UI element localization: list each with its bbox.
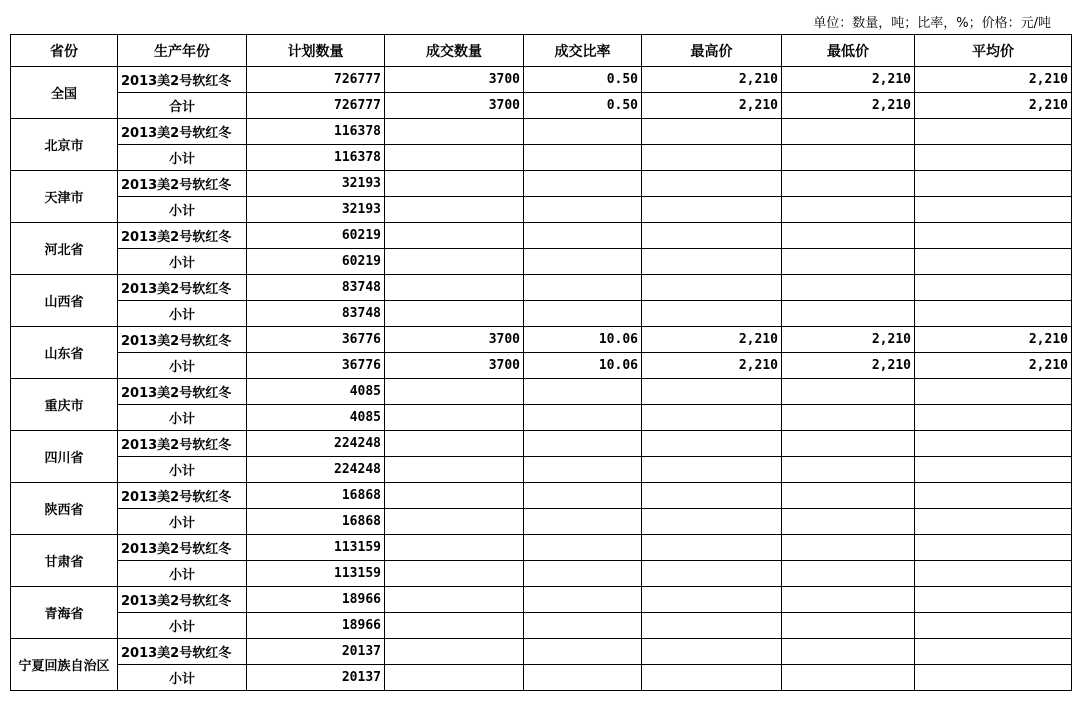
table-row	[11, 587, 1072, 613]
traded-qty-cell	[385, 535, 524, 561]
table-row	[11, 405, 1072, 431]
planned-qty-cell: 224248	[247, 431, 385, 457]
trade-ratio-cell: 10.06	[524, 353, 642, 379]
table-row	[11, 509, 1072, 535]
traded-qty-cell: 3700	[385, 327, 524, 353]
table-row	[11, 93, 1072, 119]
planned-qty-cell: 60219	[247, 249, 385, 275]
trade-ratio-cell	[524, 171, 642, 197]
max-price-cell	[642, 379, 782, 405]
trade-ratio-cell	[524, 587, 642, 613]
planned-qty-cell: 20137	[247, 665, 385, 691]
table-row	[11, 483, 1072, 509]
subtotal-label-cell: 小计	[118, 249, 247, 275]
header-max-price: 最高价	[642, 35, 782, 67]
trade-ratio-cell	[524, 457, 642, 483]
traded-qty-cell	[385, 379, 524, 405]
traded-qty-cell	[385, 119, 524, 145]
subtotal-label-cell: 小计	[118, 405, 247, 431]
traded-qty-cell	[385, 587, 524, 613]
planned-qty-cell: 18966	[247, 587, 385, 613]
table-row	[11, 301, 1072, 327]
province-cell: 河北省	[11, 223, 118, 275]
max-price-cell	[642, 587, 782, 613]
traded-qty-cell	[385, 457, 524, 483]
max-price-cell: 2,210	[642, 327, 782, 353]
min-price-cell	[782, 613, 915, 639]
table-row	[11, 223, 1072, 249]
avg-price-cell	[915, 561, 1072, 587]
province-cell: 山东省	[11, 327, 118, 379]
min-price-cell	[782, 275, 915, 301]
min-price-cell	[782, 119, 915, 145]
subtotal-label-cell: 小计	[118, 145, 247, 171]
subtotal-label-cell: 小计	[118, 561, 247, 587]
min-price-cell	[782, 223, 915, 249]
min-price-cell	[782, 249, 915, 275]
planned-qty-cell: 32193	[247, 197, 385, 223]
min-price-cell	[782, 561, 915, 587]
table-row	[11, 145, 1072, 171]
year-cell: 2013美2号软红冬	[118, 67, 247, 93]
avg-price-cell	[915, 119, 1072, 145]
traded-qty-cell	[385, 483, 524, 509]
planned-qty-cell: 16868	[247, 509, 385, 535]
table-row	[11, 665, 1072, 691]
traded-qty-cell	[385, 405, 524, 431]
trade-ratio-cell	[524, 665, 642, 691]
avg-price-cell	[915, 171, 1072, 197]
max-price-cell	[642, 509, 782, 535]
subtotal-label-cell: 小计	[118, 301, 247, 327]
max-price-cell	[642, 301, 782, 327]
min-price-cell	[782, 431, 915, 457]
avg-price-cell	[915, 535, 1072, 561]
avg-price-cell: 2,210	[915, 327, 1072, 353]
trade-ratio-cell: 10.06	[524, 327, 642, 353]
year-cell: 2013美2号软红冬	[118, 327, 247, 353]
trade-ratio-cell	[524, 561, 642, 587]
table-row	[11, 535, 1072, 561]
table-row	[11, 639, 1072, 665]
max-price-cell: 2,210	[642, 67, 782, 93]
table-row	[11, 67, 1072, 93]
trade-ratio-cell	[524, 535, 642, 561]
province-cell: 宁夏回族自治区	[11, 639, 118, 691]
trade-ratio-cell	[524, 249, 642, 275]
min-price-cell: 2,210	[782, 353, 915, 379]
trade-ratio-cell	[524, 405, 642, 431]
avg-price-cell	[915, 457, 1072, 483]
year-cell: 2013美2号软红冬	[118, 483, 247, 509]
traded-qty-cell: 3700	[385, 93, 524, 119]
traded-qty-cell	[385, 509, 524, 535]
avg-price-cell	[915, 587, 1072, 613]
planned-qty-cell: 116378	[247, 119, 385, 145]
province-cell: 四川省	[11, 431, 118, 483]
min-price-cell	[782, 483, 915, 509]
year-cell: 2013美2号软红冬	[118, 171, 247, 197]
planned-qty-cell: 60219	[247, 223, 385, 249]
avg-price-cell: 2,210	[915, 353, 1072, 379]
max-price-cell	[642, 197, 782, 223]
min-price-cell	[782, 457, 915, 483]
max-price-cell	[642, 431, 782, 457]
planned-qty-cell: 113159	[247, 535, 385, 561]
table-row	[11, 613, 1072, 639]
trade-ratio-cell	[524, 483, 642, 509]
min-price-cell	[782, 171, 915, 197]
year-cell: 2013美2号软红冬	[118, 119, 247, 145]
trade-ratio-cell	[524, 275, 642, 301]
avg-price-cell: 2,210	[915, 93, 1072, 119]
max-price-cell	[642, 483, 782, 509]
min-price-cell: 2,210	[782, 67, 915, 93]
planned-qty-cell: 113159	[247, 561, 385, 587]
province-cell: 北京市	[11, 119, 118, 171]
year-cell: 2013美2号软红冬	[118, 223, 247, 249]
province-cell: 重庆市	[11, 379, 118, 431]
subtotal-label-cell: 小计	[118, 613, 247, 639]
traded-qty-cell	[385, 665, 524, 691]
max-price-cell	[642, 561, 782, 587]
province-cell: 陕西省	[11, 483, 118, 535]
traded-qty-cell	[385, 639, 524, 665]
table-row	[11, 327, 1072, 353]
max-price-cell	[642, 613, 782, 639]
subtotal-label-cell: 小计	[118, 457, 247, 483]
min-price-cell	[782, 145, 915, 171]
header-traded: 成交数量	[385, 35, 524, 67]
unit-note: 单位：数量，吨；比率，%；价格：元/吨	[813, 16, 1051, 31]
trade-ratio-cell	[524, 613, 642, 639]
avg-price-cell	[915, 405, 1072, 431]
province-cell: 甘肃省	[11, 535, 118, 587]
year-cell: 2013美2号软红冬	[118, 535, 247, 561]
trade-ratio-cell: 0.50	[524, 67, 642, 93]
province-cell: 全国	[11, 67, 118, 119]
max-price-cell	[642, 171, 782, 197]
table-row	[11, 431, 1072, 457]
subtotal-label-cell: 小计	[118, 665, 247, 691]
planned-qty-cell: 36776	[247, 327, 385, 353]
avg-price-cell	[915, 509, 1072, 535]
max-price-cell	[642, 639, 782, 665]
traded-qty-cell	[385, 613, 524, 639]
avg-price-cell	[915, 613, 1072, 639]
planned-qty-cell: 16868	[247, 483, 385, 509]
traded-qty-cell	[385, 249, 524, 275]
traded-qty-cell	[385, 223, 524, 249]
planned-qty-cell: 224248	[247, 457, 385, 483]
trade-ratio-cell	[524, 145, 642, 171]
planned-qty-cell: 116378	[247, 145, 385, 171]
year-cell: 2013美2号软红冬	[118, 379, 247, 405]
traded-qty-cell	[385, 171, 524, 197]
header-avg-price: 平均价	[915, 35, 1072, 67]
planned-qty-cell: 83748	[247, 301, 385, 327]
max-price-cell: 2,210	[642, 353, 782, 379]
subtotal-label-cell: 小计	[118, 353, 247, 379]
traded-qty-cell	[385, 275, 524, 301]
traded-qty-cell: 3700	[385, 67, 524, 93]
subtotal-label-cell: 小计	[118, 197, 247, 223]
avg-price-cell	[915, 379, 1072, 405]
avg-price-cell	[915, 431, 1072, 457]
traded-qty-cell	[385, 431, 524, 457]
max-price-cell	[642, 145, 782, 171]
year-cell: 2013美2号软红冬	[118, 639, 247, 665]
planned-qty-cell: 32193	[247, 171, 385, 197]
planned-qty-cell: 726777	[247, 67, 385, 93]
avg-price-cell	[915, 223, 1072, 249]
subtotal-label-cell: 小计	[118, 509, 247, 535]
trade-ratio-cell	[524, 431, 642, 457]
trade-ratio-cell	[524, 119, 642, 145]
max-price-cell	[642, 405, 782, 431]
min-price-cell	[782, 405, 915, 431]
table-row	[11, 379, 1072, 405]
max-price-cell	[642, 119, 782, 145]
avg-price-cell	[915, 301, 1072, 327]
min-price-cell	[782, 509, 915, 535]
max-price-cell	[642, 275, 782, 301]
planned-qty-cell: 4085	[247, 405, 385, 431]
avg-price-cell	[915, 197, 1072, 223]
planned-qty-cell: 36776	[247, 353, 385, 379]
min-price-cell	[782, 379, 915, 405]
min-price-cell	[782, 197, 915, 223]
table-row	[11, 457, 1072, 483]
header-planned: 计划数量	[247, 35, 385, 67]
trade-ratio-cell: 0.50	[524, 93, 642, 119]
avg-price-cell: 2,210	[915, 67, 1072, 93]
year-cell: 2013美2号软红冬	[118, 587, 247, 613]
traded-qty-cell	[385, 561, 524, 587]
table-row	[11, 119, 1072, 145]
trade-ratio-cell	[524, 301, 642, 327]
traded-qty-cell	[385, 145, 524, 171]
traded-qty-cell	[385, 197, 524, 223]
planned-qty-cell: 83748	[247, 275, 385, 301]
header-ratio: 成交比率	[524, 35, 642, 67]
avg-price-cell	[915, 145, 1072, 171]
trade-ratio-cell	[524, 223, 642, 249]
province-cell: 青海省	[11, 587, 118, 639]
max-price-cell	[642, 535, 782, 561]
table-row	[11, 197, 1072, 223]
year-cell: 2013美2号软红冬	[118, 431, 247, 457]
min-price-cell	[782, 639, 915, 665]
traded-qty-cell: 3700	[385, 353, 524, 379]
planned-qty-cell: 18966	[247, 613, 385, 639]
table-body	[11, 67, 1072, 691]
table-row	[11, 171, 1072, 197]
year-cell: 2013美2号软红冬	[118, 275, 247, 301]
traded-qty-cell	[385, 301, 524, 327]
header-province: 省份	[11, 35, 118, 67]
min-price-cell: 2,210	[782, 93, 915, 119]
header-row	[11, 35, 1072, 67]
avg-price-cell	[915, 665, 1072, 691]
avg-price-cell	[915, 483, 1072, 509]
trade-ratio-cell	[524, 509, 642, 535]
subtotal-label-cell: 合计	[118, 93, 247, 119]
header-min-price: 最低价	[782, 35, 915, 67]
auction-results-table	[10, 34, 1072, 691]
province-cell: 山西省	[11, 275, 118, 327]
min-price-cell	[782, 587, 915, 613]
min-price-cell: 2,210	[782, 327, 915, 353]
planned-qty-cell: 726777	[247, 93, 385, 119]
max-price-cell	[642, 249, 782, 275]
table-row	[11, 275, 1072, 301]
avg-price-cell	[915, 275, 1072, 301]
avg-price-cell	[915, 639, 1072, 665]
planned-qty-cell: 20137	[247, 639, 385, 665]
max-price-cell: 2,210	[642, 93, 782, 119]
min-price-cell	[782, 665, 915, 691]
avg-price-cell	[915, 249, 1072, 275]
max-price-cell	[642, 665, 782, 691]
trade-ratio-cell	[524, 379, 642, 405]
trade-ratio-cell	[524, 197, 642, 223]
trade-ratio-cell	[524, 639, 642, 665]
max-price-cell	[642, 457, 782, 483]
min-price-cell	[782, 301, 915, 327]
min-price-cell	[782, 535, 915, 561]
table-row	[11, 353, 1072, 379]
table-row	[11, 561, 1072, 587]
province-cell: 天津市	[11, 171, 118, 223]
table-row	[11, 249, 1072, 275]
max-price-cell	[642, 223, 782, 249]
planned-qty-cell: 4085	[247, 379, 385, 405]
header-year: 生产年份	[118, 35, 247, 67]
